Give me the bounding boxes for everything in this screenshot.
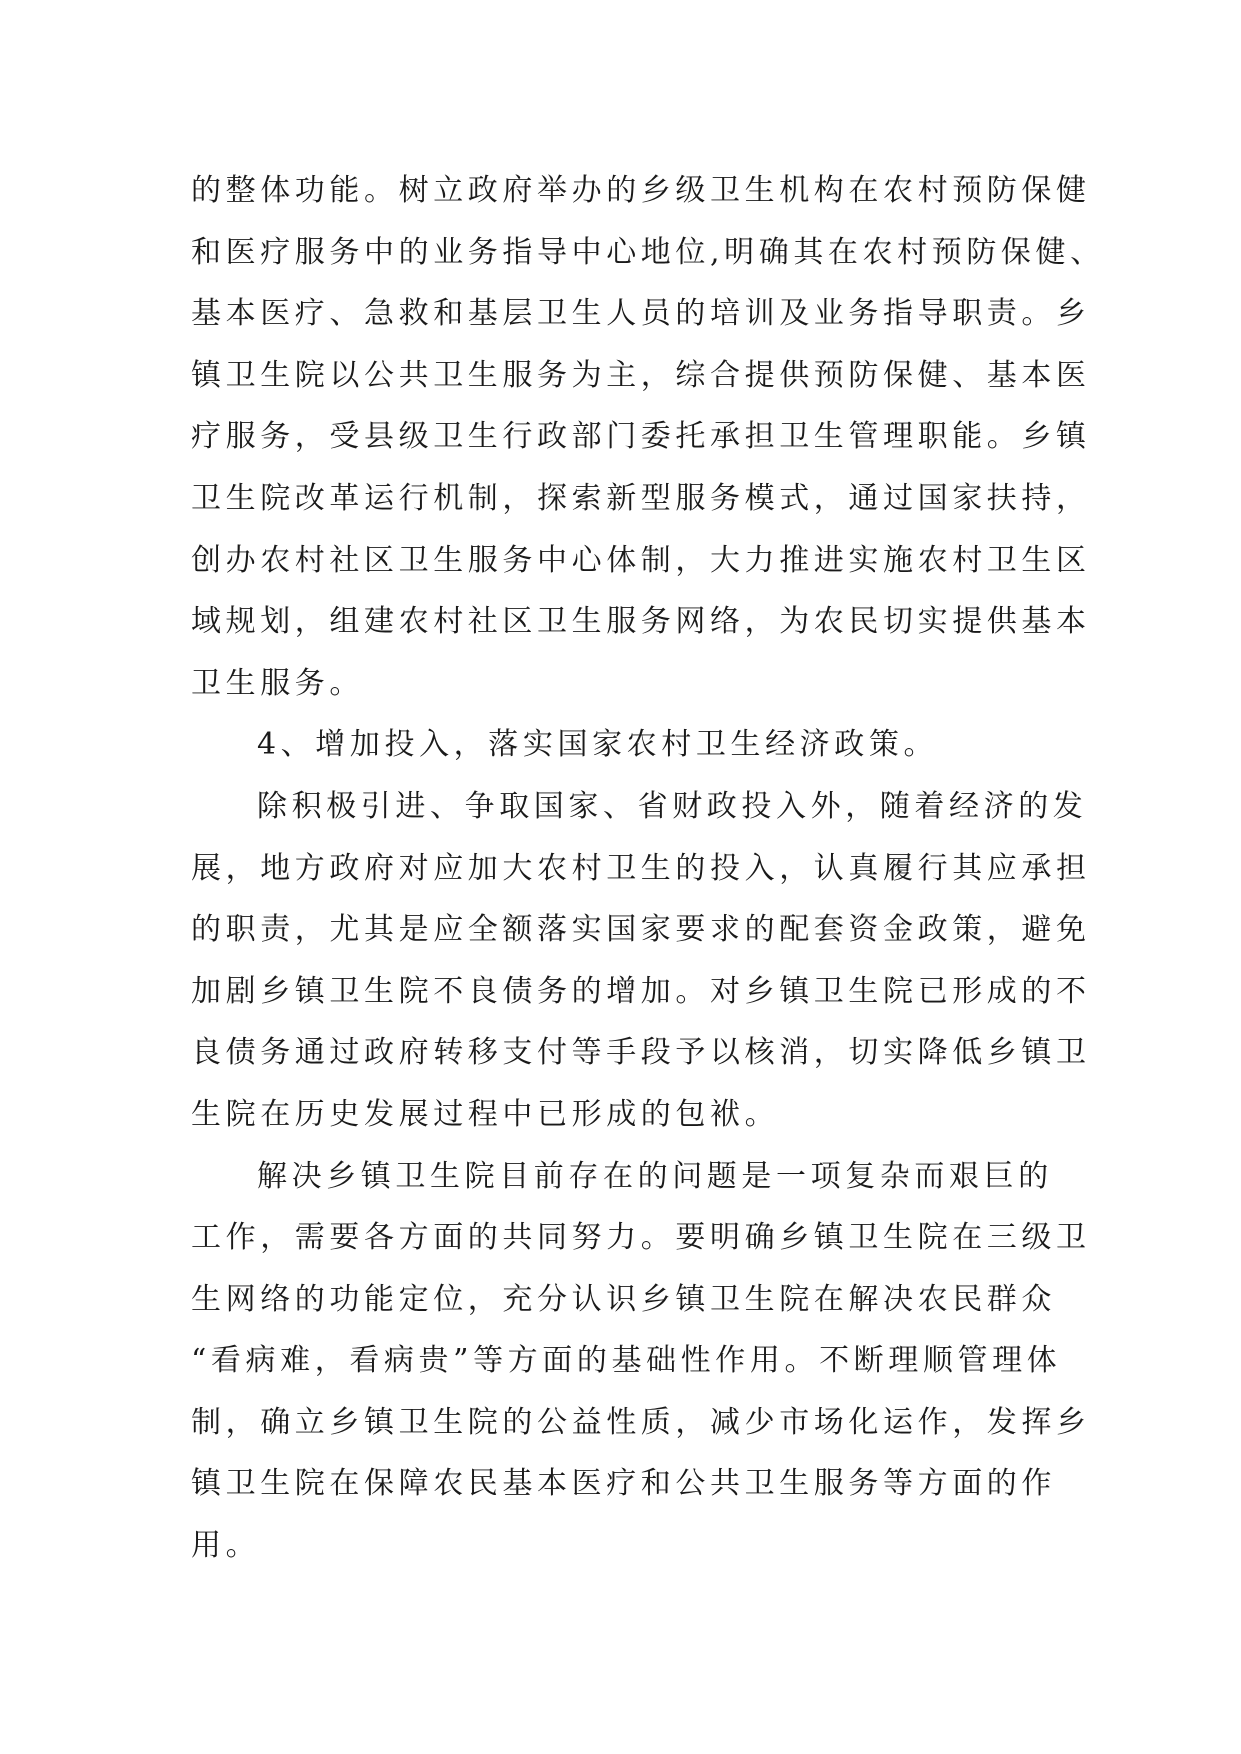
text-line-5: 疗服务，受县级卫生行政部门委托承担卫生管理职能。乡镇 bbox=[191, 419, 1091, 455]
text-line-4: 镇卫生院以公共卫生服务为主，综合提供预防保健、基本医 bbox=[191, 357, 1091, 393]
text-line-1: 的整体功能。树立政府举办的乡级卫生机构在农村预防保健 bbox=[191, 173, 1091, 208]
text-line-19: 生网络的功能定位，充分认识乡镇卫生院在解决农民群众 bbox=[191, 1281, 1056, 1317]
text-line-7: 创办农村社区卫生服务中心体制，大力推进实施农村卫生区 bbox=[191, 542, 1091, 578]
text-line-14: 加剧乡镇卫生院不良债务的增加。对乡镇卫生院已形成的不 bbox=[191, 973, 1091, 1009]
text-line-2: 和医疗服务中的业务指导中心地位,明确其在农村预防保健、 bbox=[191, 234, 1105, 270]
text-line-23: 用。 bbox=[191, 1528, 261, 1564]
text-line-6: 卫生院改革运行机制，探索新型服务模式，通过国家扶持， bbox=[191, 480, 1091, 516]
text-line-9: 卫生服务。 bbox=[191, 665, 364, 701]
text-line-3: 基本医疗、急救和基层卫生人员的培训及业务指导职责。乡 bbox=[191, 296, 1091, 332]
text-line-12: 展，地方政府对应加大农村卫生的投入，认真履行其应承担 bbox=[191, 850, 1091, 886]
text-line-22: 镇卫生院在保障农民基本医疗和公共卫生服务等方面的作 bbox=[191, 1466, 1056, 1502]
text-line-11: 除积极引进、争取国家、省财政投入外，随着经济的发 bbox=[257, 788, 1088, 824]
text-line-20: “看病难，看病贵”等方面的基础性作用。不断理顺管理体 bbox=[191, 1343, 1062, 1379]
text-line-8: 域规划，组建农村社区卫生服务网络，为农民切实提供基本 bbox=[191, 604, 1091, 640]
text-line-16: 生院在历史发展过程中已形成的包袱。 bbox=[191, 1096, 780, 1132]
text-line-18: 工作，需要各方面的共同努力。要明确乡镇卫生院在三级卫 bbox=[191, 1220, 1091, 1256]
document-body bbox=[191, 160, 1111, 1577]
text-line-21: 制，确立乡镇卫生院的公益性质，减少市场化运作，发挥乡 bbox=[191, 1404, 1091, 1440]
text-line-13: 的职责，尤其是应全额落实国家要求的配套资金政策，避免 bbox=[191, 912, 1091, 948]
text-line-17: 解决乡镇卫生院目前存在的问题是一项复杂而艰巨的 bbox=[257, 1158, 1053, 1194]
text-line-15: 良债务通过政府转移支付等手段予以核消，切实降低乡镇卫 bbox=[191, 1035, 1091, 1071]
section-heading: 4、增加投入，落实国家农村卫生经济政策。 bbox=[257, 727, 939, 763]
